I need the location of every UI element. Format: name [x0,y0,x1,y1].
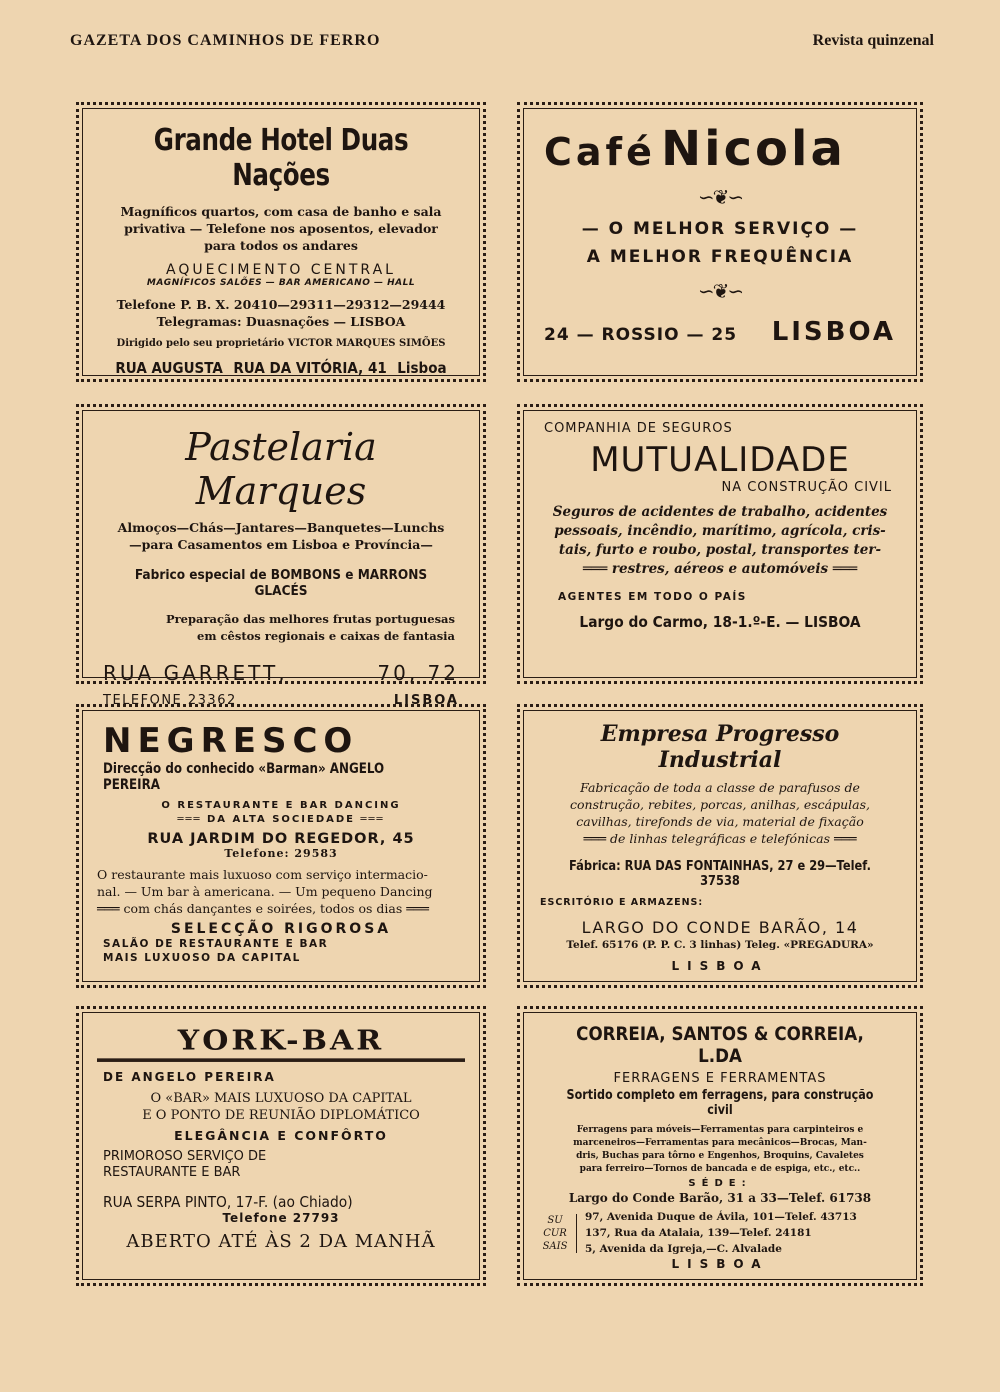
ad-branch: 5, Avenida da Igreja,—C. Alvalade [585,1243,782,1255]
ad-salon [103,937,465,965]
ad-hours: ABERTO ATÉ ÀS 2 DA MANHÃ [126,1231,436,1252]
ad-company-type: COMPANHIA DE SEGUROS [544,421,733,436]
ad-address-row [538,317,902,347]
ad-body-line: privativa — Telefone nos aposentos, elevador [124,221,438,236]
ad-address: Largo do Carmo, 18-1.º-E. — LISBOA [579,613,861,631]
ad-body [97,1090,465,1124]
ad-body-line: O restaurante mais luxuoso com serviço intermacio- [97,867,428,882]
page-header [68,32,932,58]
ad-city: LISBOA [393,693,459,708]
ad-agents: AGENTES EM TODO O PAÍS [558,591,747,603]
ad-slogan-line: A MELHOR FREQUÊNCIA [586,247,854,267]
ad-grande-hotel [76,102,486,382]
ad-address: LARGO DO CONDE BARÃO, 14 [581,918,859,937]
ad-heating: AQUECIMENTO CENTRAL [166,262,396,278]
ad-title-cafe: Café [544,130,656,174]
ad-branches-label-part: SU [547,1214,563,1226]
ad-street-2: RUA DA VITÓRIA, 41 [233,359,387,377]
ad-owner: Dirigido pelo seu proprietário VICTOR MARQUES SIMÕES [116,338,446,349]
ad-branch: 137, Rua da Atalaia, 139—Telef. 24181 [585,1227,812,1239]
ad-body-line: dris, Buchas para tôrno e Engenhos, Broquins, Cavaletes [576,1151,864,1161]
ad-subtitle: FERRAGENS E FERRAMENTAS [613,1071,827,1086]
ad-street-1: RUA AUGUSTA [115,359,223,377]
ad-body-line: ═══ DA ALTA SOCIEDADE ═══ [177,814,385,825]
ad-address-row [115,359,446,377]
ad-body-line: Seguros de acidentes de trabalho, acidentes [552,504,888,520]
ad-subtitle: NA CONSTRUÇÃO CIVIL [721,480,892,495]
ad-branches-label-part: SAIS [542,1240,568,1252]
ad-body-line: Almoços—Chás—Jantares—Banquetes—Lunchs [117,520,445,535]
ad-title: MUTUALIDADE [590,440,850,480]
ad-title: Empresa Progresso Industrial [600,721,840,773]
ad-body-line: Ferragens para móveis—Ferramentas para carpinteiros e [576,1125,864,1135]
publication-title: GAZETA DOS CAMINHOS DE FERRO [70,32,381,49]
ad-body-line: SALÃO DE RESTAURANTE E BAR [103,938,329,950]
ad-body-line: em cêstos regionais e caixas de fantasia [197,629,455,643]
ad-address: RUA JARDIM DO REGEDOR, 45 [147,831,415,847]
ad-preparation [97,611,465,645]
ad-progresso-industrial [517,704,923,988]
ad-body [97,519,465,553]
ad-title [544,121,902,177]
ad-telegrams: Telegramas: Duasnações — LISBOA [156,314,406,329]
ad-telephone: Telefone: 29583 [224,847,338,860]
ad-branches-label [538,1214,577,1253]
ad-body-line: O RESTAURANTE E BAR DANCING [161,800,401,811]
ad-body-line: para ferreiro—Tornos de bancada e de espiga, etc., etc.. [579,1164,861,1174]
ad-body-line: construção, rebites, porcas, anilhas, escápulas, [570,797,870,812]
ad-street-number: 70, 72 [377,661,459,685]
ad-body-line: ═══ com chás dançantes e soirées, todos os dias ═══ [97,901,429,916]
ad-saloes: MAGNÍFICOS SALÕES — BAR AMERICANO — HALL [146,278,416,288]
ad-body-line: RESTAURANTE E BAR [103,1165,241,1180]
ad-selection: SELECÇÃO RIGOROSA [170,921,392,937]
ad-title-nicola: Nicola [660,121,846,177]
ad-address: 24 — ROSSIO — 25 [544,325,738,345]
ad-factory: Fábrica: RUA DAS FONTAINHAS, 27 e 29—Telef. 37538 [569,859,871,889]
ad-title: Grande Hotel Duas Nações [153,123,409,193]
ornament-icon: ∽❦∽ [697,185,743,209]
ad-speciality: Fabrico especial de BOMBONS e MARRONS GLACÉS [134,567,428,599]
ad-body [538,1124,902,1176]
ad-restaurant [97,799,465,827]
ad-body [97,203,465,254]
ad-branch: 97, Avenida Duque de Ávila, 101—Telef. 43713 [585,1211,857,1223]
ad-correia-santos [517,1006,923,1286]
ad-hq-label: SÉDE: [688,1178,752,1189]
ad-title: NEGRESCO [103,721,359,761]
ad-cafe-nicola [517,102,923,382]
ad-body-line: cavilhas, tirefonds de via, material de fixação [576,814,864,829]
ad-body-line: para todos os andares [204,238,358,253]
ad-title: YORK-BAR [97,1025,465,1062]
ad-city: Lisboa [397,359,447,377]
ad-city: LISBOA [771,317,896,347]
ad-street: RUA GARRETT, [103,661,288,685]
ad-body-line: MAIS LUXUOSO DA CAPITAL [103,952,301,964]
ad-title: Pastelaria Marques [185,425,377,513]
ad-hq-address: Largo do Conde Barão, 31 a 33—Telef. 61738 [568,1191,872,1205]
ad-pastelaria-marques [76,404,486,708]
ad-mutualidade [517,404,923,684]
ad-body-line: Fabricação de toda a classe de parafusos de [580,780,860,795]
ad-body-line: —para Casamentos em Lisboa e Província— [129,537,433,552]
ad-body [97,866,465,917]
ad-branch-list [585,1209,857,1257]
ad-telephone: Telef. 65176 (P. P. C. 3 linhas) Teleg. «PREGADURA» [566,939,874,951]
ad-negresco [76,704,486,988]
ad-elegance: ELEGÂNCIA E CONFÔRTO [174,1128,388,1143]
ad-body-line: PRIMOROSO SERVIÇO DE [103,1149,267,1164]
ad-body [538,503,902,579]
ad-title: CORREIA, SANTOS & CORREIA, L.DA [576,1023,864,1067]
ad-body-line: ═══ restres, aéreos e automóveis ═══ [582,561,858,577]
ad-office-label: ESCRITÓRIO E ARMAZENS: [540,897,704,908]
ornament-icon: ∽❦∽ [697,279,743,303]
ad-body-line: tais, furto e roubo, postal, transportes ter- [558,542,882,558]
ad-branches-label-part: CUR [543,1227,567,1239]
ad-telephone: Telefone P. B. X. 20410—29311—29312—29444 [116,297,446,312]
ad-body-line: ═══ de linhas telegráficas e telefónicas ═══ [583,831,857,846]
ad-service [103,1149,465,1181]
ad-body-line: nal. — Um bar à americana. — Um pequeno Dancing [97,884,433,899]
ad-body-line: Preparação das melhores frutas portuguesas [165,612,455,626]
ad-owner: DE ANGELO PEREIRA [103,1070,276,1084]
ad-york-bar [76,1006,486,1286]
ad-telephone: Telefone 27793 [222,1211,340,1225]
publication-subtitle: Revista quinzenal [812,32,934,49]
ad-branches [538,1209,902,1257]
ad-body-line: E O PONTO DE REUNIÃO DIPLOMÁTICO [142,1108,420,1123]
ad-body-line: Magníficos quartos, com casa de banho e sala [120,204,442,219]
ad-direction: Direcção do conhecido «Barman» ANGELO PEREIRA [103,761,385,793]
ad-address-row [97,661,465,685]
ad-slogan-line: — O MELHOR SERVIÇO — [581,219,859,239]
ad-city: LISBOA [671,1257,769,1271]
ad-assortment: Sortido completo em ferragens, para construção civil [566,1088,874,1118]
ad-body [538,779,902,847]
ad-city: LISBOA [671,959,769,973]
ad-body-line: pessoais, incêndio, marítimo, agrícola, cris- [554,523,886,539]
ad-telephone: TELEFONE 23362 [103,693,237,708]
ad-slogan [538,215,902,271]
ad-address: RUA SERPA PINTO, 17-F. (ao Chiado) [103,1193,353,1211]
ad-body-line: O «BAR» MAIS LUXUOSO DA CAPITAL [150,1091,412,1106]
ad-body-line: marceneiros—Ferramentas para mecânicos—Brocas, Man- [573,1138,867,1148]
